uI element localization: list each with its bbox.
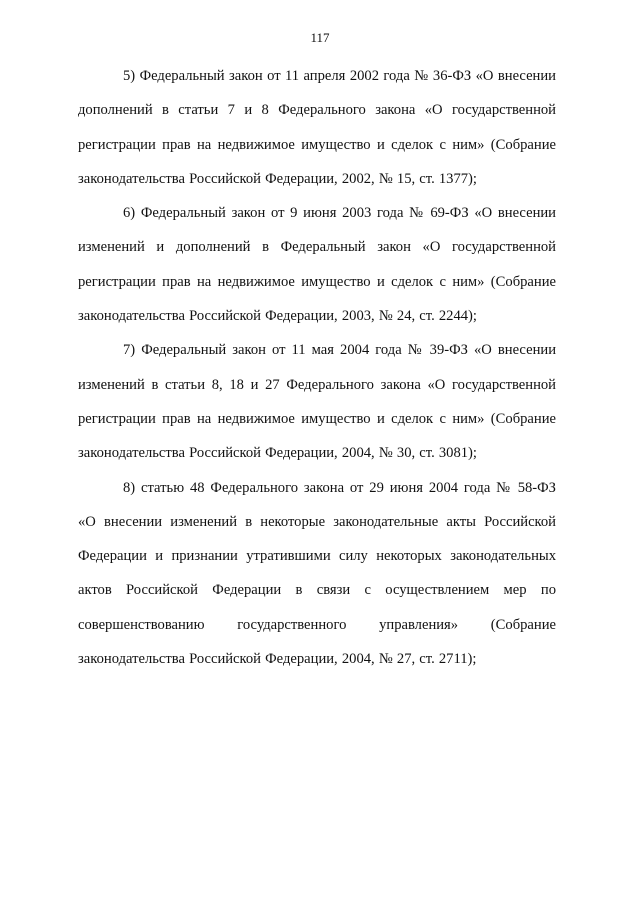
document-body — [78, 59, 556, 676]
page-number: 117 — [310, 30, 330, 45]
list-item-7: 7) Федеральный закон от 11 мая 2004 года № 39-ФЗ «О внесении изменений в статьи 8, 18 и 27 Федерального закона «О государственной регистрации прав на недвижимое имущество и сделок с ним» (Собрание законодательства Российской Федерации, 2004, № 30, ст. 3081); — [78, 342, 556, 462]
list-item-5: 5) Федеральный закон от 11 апреля 2002 года № 36-ФЗ «О внесении дополнений в статьи 7 и 8 Федерального закона «О государственной регистрации прав на недвижимое имущество и сделок с ним» (Собрание законодательства Российской Федерации, 2002, № 15, ст. 1377); — [78, 68, 556, 187]
list-item-6: 6) Федеральный закон от 9 июня 2003 года № 69-ФЗ «О внесении изменений и дополнений в Федеральный закон «О государственной регистрации прав на недвижимое имущество и сделок с ним» (Собрание законодательства Российской Федерации, 2003, № 24, ст. 2244); — [78, 205, 556, 325]
list-item-8: 8) статью 48 Федерального закона от 29 июня 2004 года № 58-ФЗ «О внесении изменений в некоторые законодательные акты Российской Федерации и признании утратившими силу некоторых законодательных актов Российской Федерации в связи с осуществлением мер по совершенствованию государственного управления» (Собрание законодательства Российской Федерации, 2004, № 27, ст. 2711); — [78, 479, 556, 668]
